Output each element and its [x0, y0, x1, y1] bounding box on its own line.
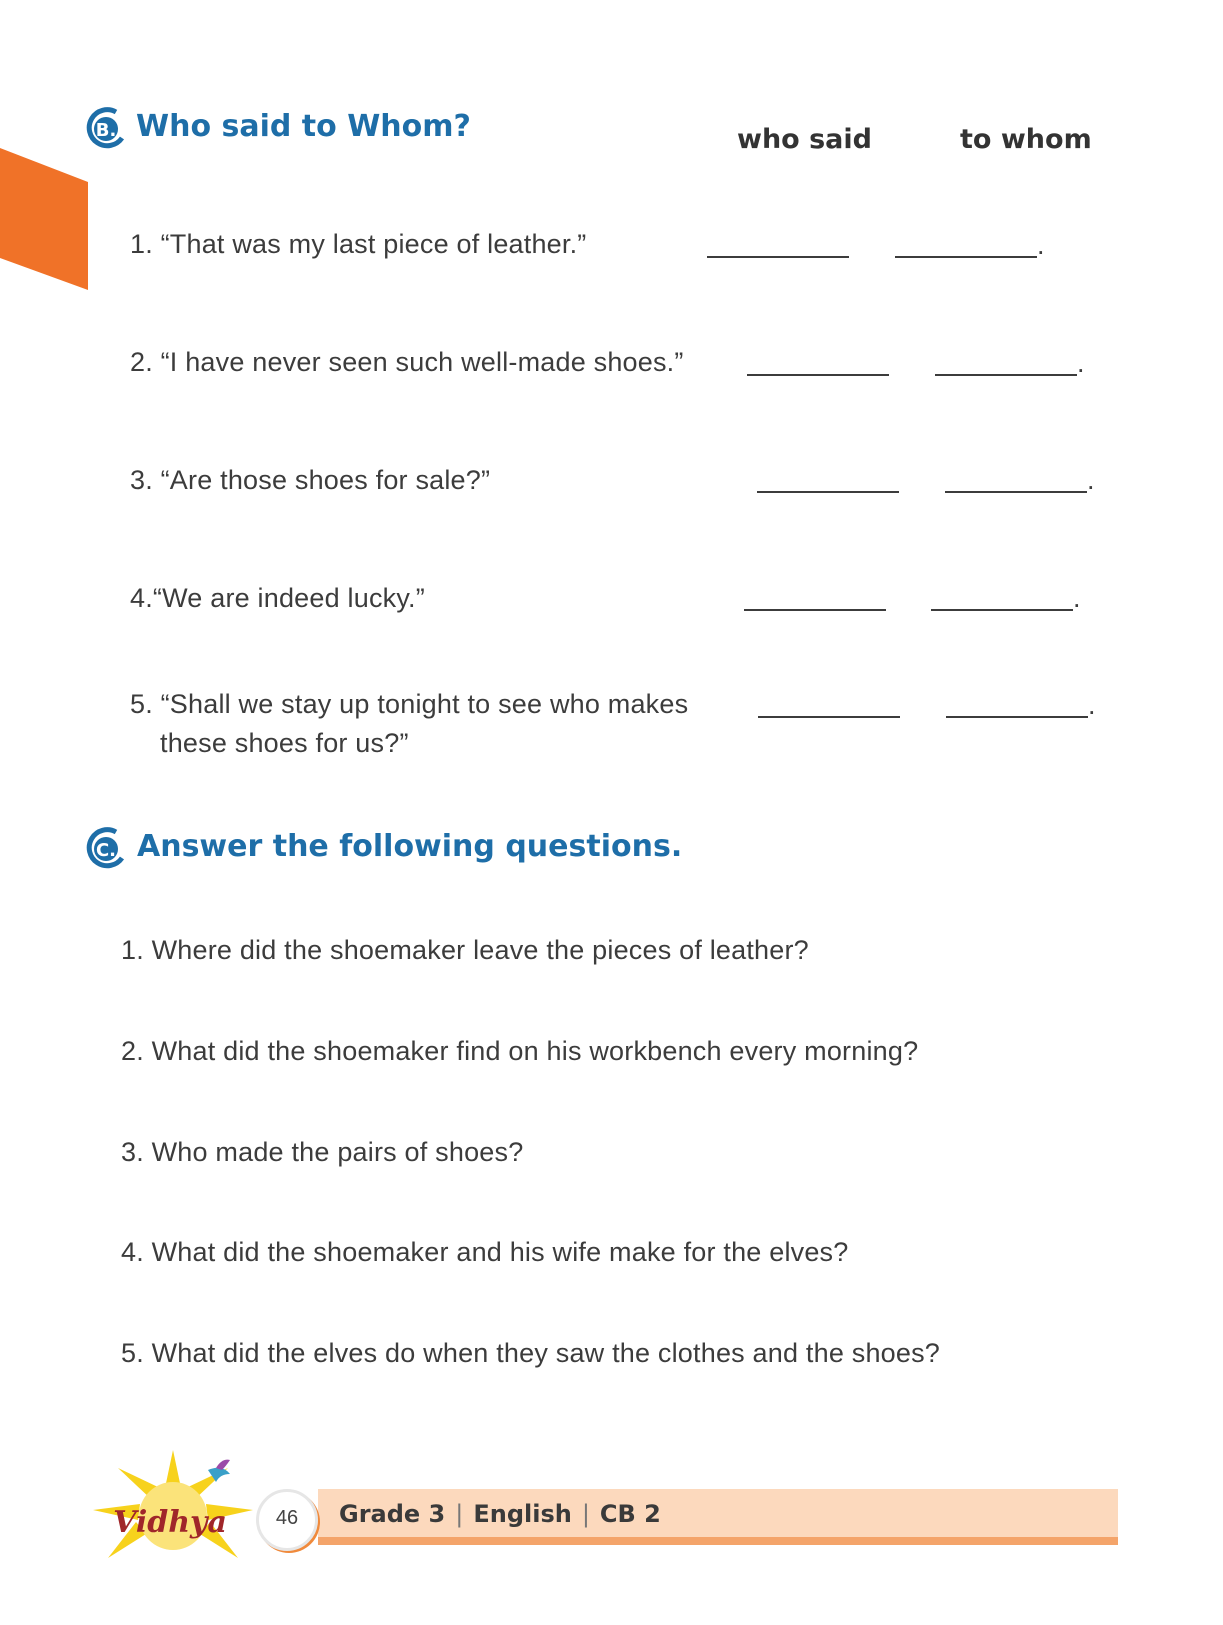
who-said-blank-1[interactable]	[707, 256, 849, 258]
section-b-badge-letter: B.	[95, 120, 117, 141]
vidhya-logo	[88, 1448, 258, 1568]
footer-strip	[318, 1537, 1118, 1545]
period-1: .	[1037, 230, 1045, 260]
period-3: .	[1087, 465, 1095, 495]
question-4: 4. What did the shoemaker and his wife make for the elves?	[121, 1237, 849, 1267]
period-5: .	[1088, 690, 1096, 720]
to-whom-blank-2[interactable]	[935, 374, 1077, 376]
who-said-blank-2[interactable]	[747, 374, 889, 376]
question-3: 3. Who made the pairs of shoes?	[121, 1137, 524, 1167]
footer-separator: |	[581, 1500, 590, 1528]
orange-side-tab	[0, 148, 88, 290]
speech-item-1: 1. “That was my last piece of leather.”	[130, 229, 587, 259]
speech-item-5-line-2: these shoes for us?”	[160, 728, 409, 758]
to-whom-blank-5[interactable]	[946, 716, 1088, 718]
section-b-title: Who said to Whom?	[136, 109, 471, 144]
who-said-blank-4[interactable]	[744, 609, 886, 611]
section-c-title: Answer the following questions.	[137, 829, 683, 864]
period-4: .	[1073, 583, 1081, 613]
section-c-badge-icon	[86, 826, 128, 872]
period-2: .	[1077, 348, 1085, 378]
speech-item-3: 3. “Are those shoes for sale?”	[130, 465, 491, 495]
vidhya-logo-text: Vidhya	[113, 1505, 227, 1540]
column-to-whom: to whom	[960, 124, 1092, 155]
page-number-badge	[256, 1489, 318, 1551]
speech-item-5: 5. “Shall we stay up tonight to see who makes	[130, 689, 689, 719]
to-whom-blank-3[interactable]	[945, 491, 1087, 493]
speech-item-4: 4.“We are indeed lucky.”	[130, 583, 425, 613]
section-b-badge-icon	[86, 106, 128, 152]
who-said-blank-3[interactable]	[757, 491, 899, 493]
column-who-said: who said	[737, 124, 872, 155]
to-whom-blank-4[interactable]	[931, 609, 1073, 611]
question-2: 2. What did the shoemaker find on his workbench every morning?	[121, 1036, 919, 1066]
question-1: 1. Where did the shoemaker leave the pieces of leather?	[121, 935, 809, 965]
speech-item-2: 2. “I have never seen such well-made shoes.”	[130, 347, 684, 377]
who-said-blank-5[interactable]	[758, 716, 900, 718]
footer-course-info	[339, 1500, 661, 1528]
to-whom-blank-1[interactable]	[895, 256, 1037, 258]
footer-grade: Grade 3	[339, 1500, 446, 1528]
page-number: 46	[275, 1507, 299, 1529]
section-c-badge-letter: C.	[95, 840, 117, 861]
question-5: 5. What did the elves do when they saw the clothes and the shoes?	[121, 1338, 941, 1368]
footer-separator: |	[455, 1500, 464, 1528]
footer-book: CB 2	[599, 1500, 661, 1528]
footer-subject: English	[473, 1500, 572, 1528]
